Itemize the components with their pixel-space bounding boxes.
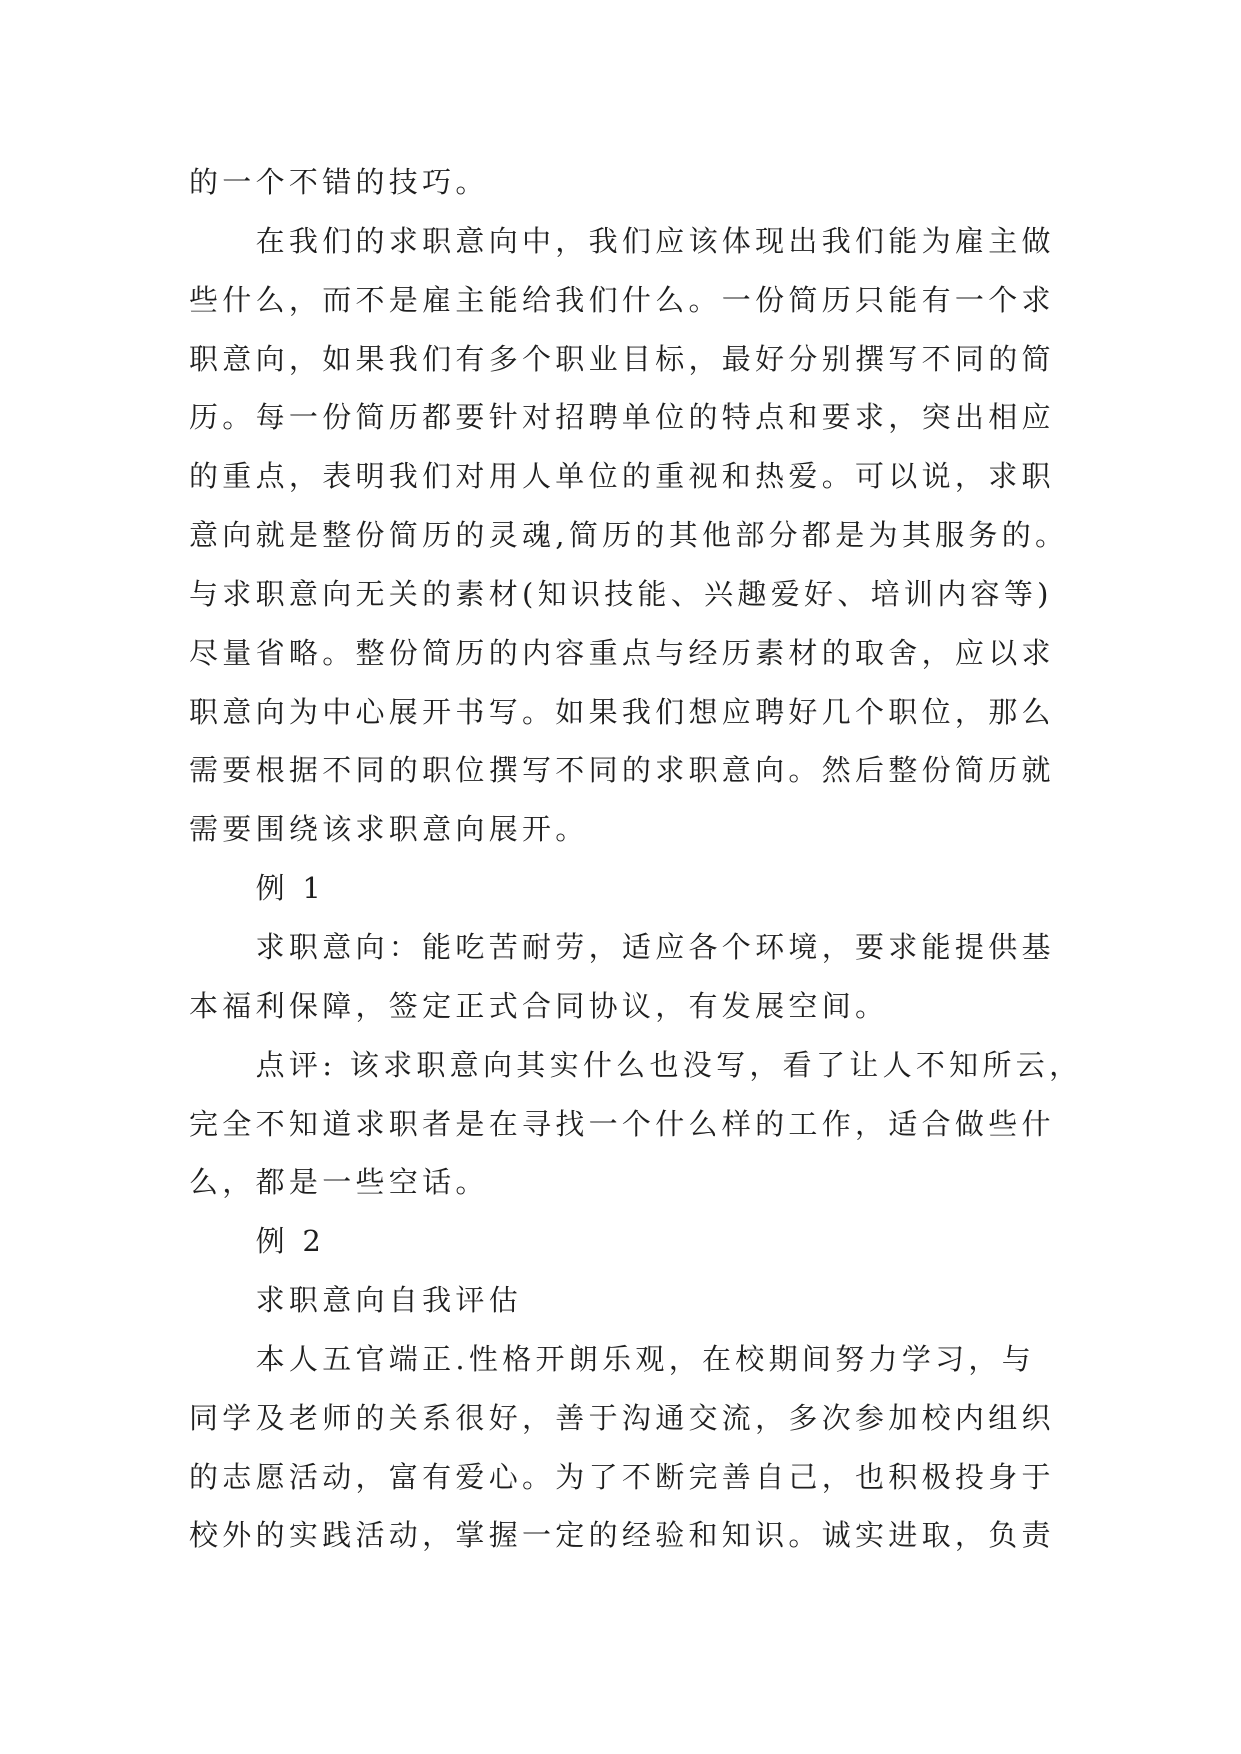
body-text (189, 153, 1089, 1565)
text-line: 的志愿活动，富有爱心。为了不断完善自己，也积极投身于 (189, 1459, 1055, 1494)
example-1-heading (189, 859, 1089, 918)
text-line: 的一个不错的技巧。 (189, 165, 489, 199)
text-line: 求职意向自我评估 (255, 1283, 522, 1318)
text-line: 尽量省略。整份简历的内容重点与经历素材的取舍，应以求 (189, 635, 1055, 670)
text-line: 些什么，而不是雇主能给我们什么。一份简历只能有一个求 (189, 282, 1055, 317)
paragraph-continuation (189, 153, 1089, 212)
text-line: 校外的实践活动，掌握一定的经验和知识。诚实进取，负责 (189, 1518, 1055, 1553)
text-line: 么，都是一些空话。 (189, 1165, 489, 1200)
example-2-self-assessment (189, 1330, 1089, 1565)
text-line: 历。每一份简历都要针对招聘单位的特点和要求，突出相应 (189, 400, 1055, 435)
example-2-subheading (189, 1271, 1089, 1330)
text-line: 同学及老师的关系很好，善于沟通交流，多次参加校内组织 (189, 1400, 1055, 1435)
paragraph-job-objective (189, 212, 1089, 859)
text-line: 点评: 该求职意向其实什么也没写，看了让人不知所云， (255, 1047, 1083, 1082)
text-line: 例 2 (255, 1224, 326, 1259)
text-line: 意向就是整份简历的灵魂,简历的其他部分都是为其服务的。 (189, 518, 1069, 553)
text-line: 本福利保障，签定正式合同协议，有发展空间。 (189, 988, 889, 1023)
text-line: 在我们的求职意向中，我们应该体现出我们能为雇主做 (255, 223, 1055, 258)
text-line: 例 1 (255, 871, 326, 906)
example-1-objective (189, 918, 1089, 1036)
text-line: 完全不知道求职者是在寻找一个什么样的工作，适合做些什 (189, 1106, 1055, 1141)
text-line: 与求职意向无关的素材(知识技能、兴趣爱好、培训内容等) (189, 576, 1053, 611)
text-line: 需要围绕该求职意向展开。 (189, 812, 589, 847)
text-line: 求职意向：能吃苦耐劳，适应各个环境，要求能提供基 (255, 929, 1055, 964)
text-line: 的重点，表明我们对用人单位的重视和热爱。可以说，求职 (189, 459, 1055, 494)
text-line: 本人五官端正.性格开朗乐观，在校期间努力学习，与 (255, 1341, 1036, 1376)
text-line: 职意向，如果我们有多个职业目标，最好分别撰写不同的简 (189, 341, 1055, 376)
text-line: 需要根据不同的职位撰写不同的求职意向。然后整份简历就 (189, 753, 1055, 788)
example-2-heading (189, 1212, 1089, 1271)
example-1-comment (189, 1036, 1089, 1213)
text-line: 职意向为中心展开书写。如果我们想应聘好几个职位，那么 (189, 694, 1055, 729)
